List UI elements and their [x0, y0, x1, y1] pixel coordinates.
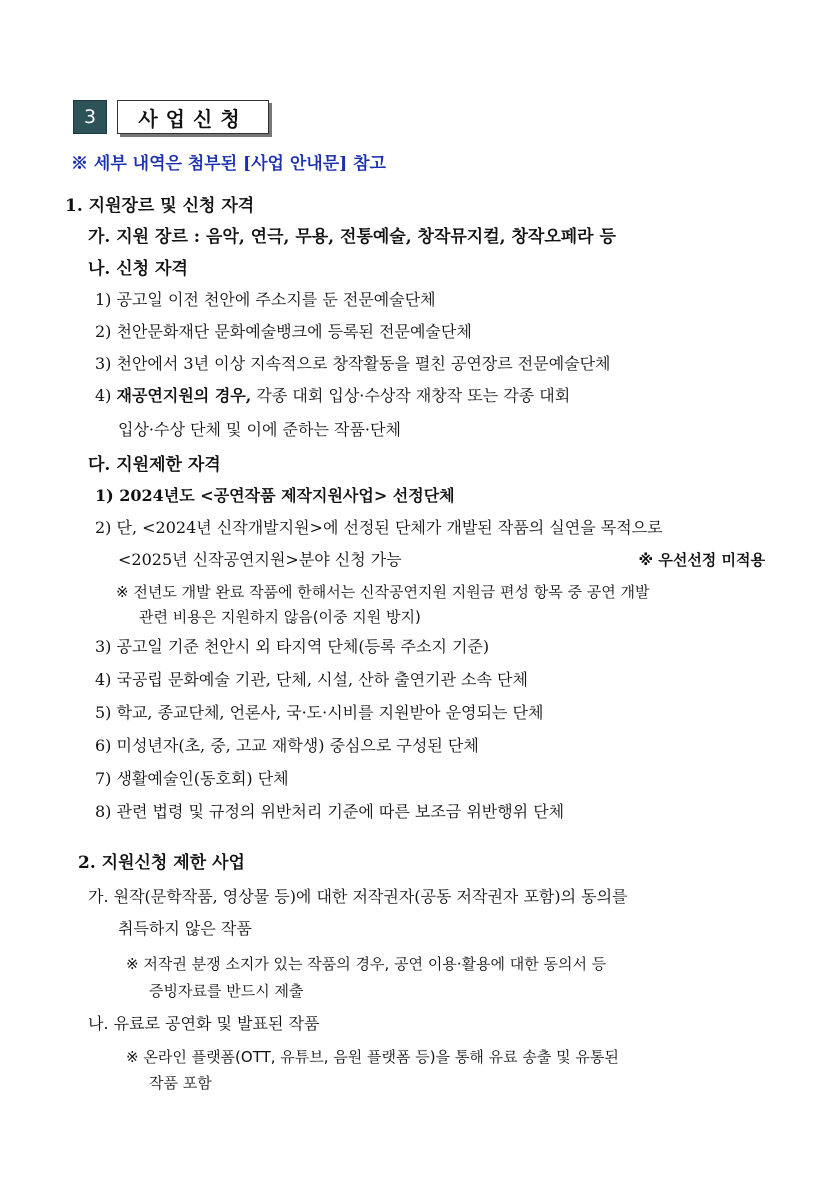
- part2-na-note1: ※ 온라인 플랫폼(OTT, 유튜브, 음원 플랫폼 등)을 통해 유료 송출 및 유통된: [126, 1048, 619, 1066]
- section-title: 사업신청: [117, 100, 269, 134]
- part2-ga-note2: 증빙자료를 반드시 제출: [149, 982, 304, 1000]
- na-item-3: 3) 천안에서 3년 이상 지속적으로 창작활동을 펼친 공연장르 전문예술단체: [95, 354, 611, 373]
- na-item-4-rest: 각종 대회 입상·수상작 재창작 또는 각종 대회: [251, 386, 571, 405]
- part1-da-heading: 다. 지원제한 자격: [88, 455, 221, 475]
- da-item-3: 3) 공고일 기준 천안시 외 타지역 단체(등록 주소지 기준): [95, 637, 490, 656]
- part1-na-heading: 나. 신청 자격: [88, 259, 188, 279]
- notice-line: ※ 세부 내역은 첨부된 [사업 안내문] 참고: [71, 154, 386, 174]
- part1-ga: 가. 지원 장르 : 음악, 연극, 무용, 전통예술, 창작뮤지컬, 창작오페라 등: [88, 227, 616, 247]
- na-item-4-num: 4): [95, 386, 112, 405]
- da-item-8: 8) 관련 법령 및 규정의 위반처리 기준에 따른 보조금 위반행위 단체: [95, 802, 565, 821]
- da-item-2-sub2: 관련 비용은 지원하지 않음(이중 지원 방지): [139, 608, 421, 626]
- part2-ga-line1: 가. 원작(문학작품, 영상물 등)에 대한 저작권자(공동 저작권자 포함)의 동의를: [88, 887, 628, 906]
- da-item-2: 2) 단, <2024년 신작개발지원>에 선정된 단체가 개발된 작품의 실연을 목적으로: [95, 518, 663, 537]
- da-item-1: 1) 2024년도 <공연작품 제작지원사업> 선정단체: [95, 486, 455, 505]
- part2-na-line1: 나. 유료로 공연화 및 발표된 작품: [88, 1014, 320, 1033]
- part2-na-note2: 작품 포함: [149, 1074, 212, 1092]
- da-item-6: 6) 미성년자(초, 중, 고교 재학생) 중심으로 구성된 단체: [95, 736, 479, 755]
- da-item-2-sub1: ※ 전년도 개발 완료 작품에 한해서는 신작공연지원 지원금 편성 항목 중 공연 개발: [116, 583, 650, 601]
- part1-heading: 1. 지원장르 및 신청 자격: [65, 196, 255, 216]
- section-header: [73, 99, 269, 135]
- section-number: 3: [73, 100, 107, 134]
- na-item-4: [95, 385, 570, 407]
- da-item-2-note: ※ 우선선정 미적용: [638, 551, 765, 569]
- da-item-5: 5) 학교, 종교단체, 언론사, 국·도·시비를 지원받아 운영되는 단체: [95, 703, 544, 722]
- da-item-2-cont: <2025년 신작공연지원>분야 신청 가능: [118, 550, 402, 569]
- na-item-4-bold: 재공연지원의 경우,: [116, 386, 252, 405]
- part2-ga-line2: 취득하지 않은 작품: [118, 919, 252, 938]
- da-item-4: 4) 국공립 문화예술 기관, 단체, 시설, 산하 출연기관 소속 단체: [95, 670, 528, 689]
- na-item-4-cont: 입상·수상 단체 및 이에 준하는 작품·단체: [118, 420, 401, 439]
- na-item-2: 2) 천안문화재단 문화예술뱅크에 등록된 전문예술단체: [95, 322, 472, 341]
- da-item-7: 7) 생활예술인(동호회) 단체: [95, 769, 289, 788]
- part2-heading: 2. 지원신청 제한 사업: [78, 853, 245, 873]
- part2-ga-note1: ※ 저작권 분쟁 소지가 있는 작품의 경우, 공연 이용·활용에 대한 동의서 등: [126, 955, 607, 973]
- na-item-1: 1) 공고일 이전 천안에 주소지를 둔 전문예술단체: [95, 290, 436, 309]
